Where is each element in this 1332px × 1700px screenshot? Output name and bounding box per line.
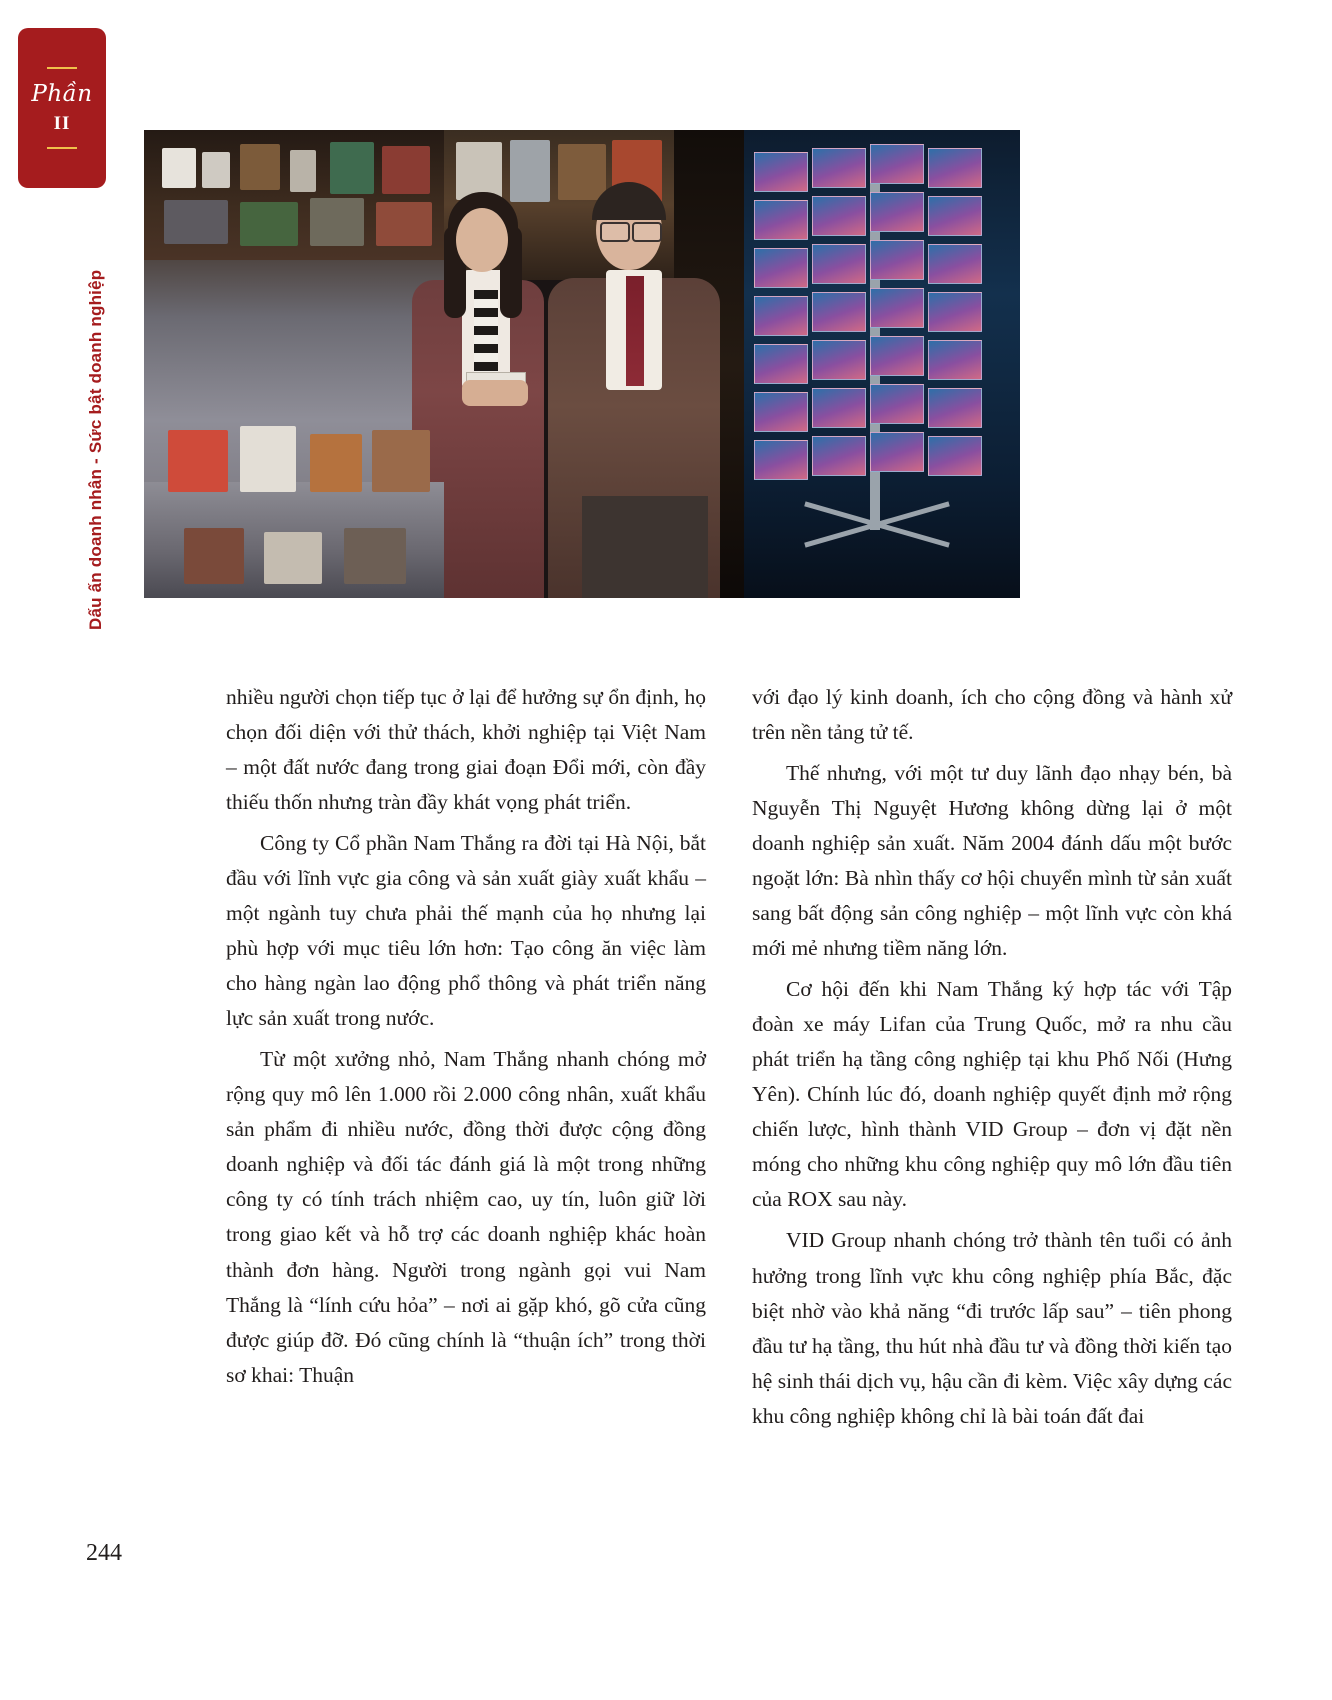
photo-person-man-glasses-right: [632, 222, 662, 242]
paragraph: Công ty Cổ phần Nam Thắng ra đời tại Hà Nội, bắt đầu với lĩnh vực gia công và sản xuất giày xuất khẩu – một ngành tuy chưa phải thế mạnh của họ nhưng lại phù hợp với mục tiêu lớn hơn: Tạo công ăn việc làm cho hàng ngàn lao động phổ thông và phát triển năng lực sản xuất trong nước.: [226, 831, 706, 1031]
photo-hanging-goods: [558, 144, 606, 200]
photo-counter-object: [372, 430, 430, 492]
tab-rule-top: [47, 67, 77, 69]
photo-person-man-glasses-left: [600, 222, 630, 242]
photo-shelf-object: [202, 152, 230, 188]
photo-postcard: [928, 292, 982, 332]
photo-shelf-object: [330, 142, 374, 194]
photo-counter-object: [168, 430, 228, 492]
photo-person-man-trousers: [582, 496, 708, 598]
photo-counter-object: [344, 528, 406, 584]
photo-counter-object: [184, 528, 244, 584]
photo-postcard: [928, 388, 982, 428]
photo-counter-object: [264, 532, 322, 584]
paragraph: nhiều người chọn tiếp tục ở lại để hưởng sự ổn định, họ chọn đối diện với thử thách, khởi nghiệp tại Việt Nam – một đất nước đang trong giai đoạn Đổi mới, còn đầy thiếu thốn nhưng tràn đầy khát vọng phát triển.: [226, 685, 706, 815]
photo-postcard: [812, 292, 866, 332]
paragraph: Thế nhưng, với một tư duy lãnh đạo nhạy bén, bà Nguyễn Thị Nguyệt Hương không dừng lại ở một doanh nghiệp sản xuất. Năm 2004 đánh dấu một bước ngoặt lớn: Bà nhìn thấy cơ hội chuyển mình từ sản xuất sang bất động sản công nghiệp – một lĩnh vực còn khá mới mẻ nhưng tiềm năng lớn.: [752, 761, 1232, 961]
photo-shelf-object: [240, 202, 298, 246]
photo-person-man-tie: [626, 276, 644, 386]
photo-postcard: [812, 196, 866, 236]
page-number: 244: [86, 1540, 122, 1566]
paragraph: Cơ hội đến khi Nam Thắng ký hợp tác với Tập đoàn xe máy Lifan của Trung Quốc, mở ra nhu cầu phát triển hạ tầng công nghiệp tại khu Phố Nối (Hưng Yên). Chính lúc đó, doanh nghiệp quyết định mở rộng chiến lược, hình thành VID Group – đơn vị đặt nền móng cho những khu công nghiệp quy mô lớn đầu tiên của ROX sau này.: [752, 977, 1232, 1212]
photo-postcard-rack: [744, 130, 1020, 598]
photo-person-woman-hands: [462, 380, 528, 406]
photo-shelf-object: [290, 150, 316, 192]
photo-person-woman-scarf: [474, 290, 498, 376]
photo-shelf-object: [310, 198, 364, 246]
photo-postcard: [928, 436, 982, 476]
photo-postcard: [754, 440, 808, 480]
photo-postcard: [928, 196, 982, 236]
photo-postcard: [870, 336, 924, 376]
photo-postcard: [870, 240, 924, 280]
running-head: Dấu ấn doanh nhân - Sức bật doanh nghiệp: [86, 269, 105, 630]
paragraph: Từ một xưởng nhỏ, Nam Thắng nhanh chóng mở rộng quy mô lên 1.000 rồi 2.000 công nhân, xuất khẩu sản phẩm đi nhiều nước, đồng thời được cộng đồng doanh nghiệp và đối tác đánh giá là một trong những công ty có tính trách nhiệm cao, uy tín, luôn giữ lời trong giao kết và hỗ trợ các doanh nghiệp khác hoàn thành đơn hàng. Người trong ngành gọi vui Nam Thắng là “lính cứu hỏa” – nơi ai gặp khó, gõ cửa cũng được giúp đỡ. Đó cũng chính là “thuận ích” trong thời sơ khai: Thuận: [226, 1047, 706, 1387]
photo-shelf-object: [382, 146, 430, 194]
photo-postcard: [870, 192, 924, 232]
photo-postcard: [754, 344, 808, 384]
part-tab-label: Phần: [31, 81, 93, 107]
photo-hanging-goods: [510, 140, 550, 202]
photo-postcard: [754, 392, 808, 432]
photo-postcard: [812, 244, 866, 284]
photo-person-woman-head: [456, 208, 508, 272]
photo-postcard: [754, 200, 808, 240]
body-column-right: [752, 680, 1232, 1434]
photo-shelf-object: [376, 202, 432, 246]
photo-postcard: [870, 144, 924, 184]
photo-postcard: [870, 288, 924, 328]
photo-postcard: [812, 388, 866, 428]
photo-counter-object: [240, 426, 296, 492]
photo-shop-interior: [144, 130, 1020, 598]
photo-postcard: [870, 432, 924, 472]
photo-postcard: [754, 152, 808, 192]
photo-postcard: [812, 436, 866, 476]
photo-postcard: [812, 340, 866, 380]
photo-postcard: [754, 248, 808, 288]
photo-shelf-object: [240, 144, 280, 190]
paragraph: với đạo lý kinh doanh, ích cho cộng đồng và hành xử trên nền tảng tử tế.: [752, 685, 1232, 745]
tab-rule-bottom: [47, 147, 77, 149]
photo-postcard: [754, 296, 808, 336]
photo-postcard: [812, 148, 866, 188]
photo-shelf-object: [162, 148, 196, 188]
photo-postcard: [928, 244, 982, 284]
part-tab-number: II: [53, 113, 71, 134]
photo-postcard: [870, 384, 924, 424]
photo-postcard: [928, 340, 982, 380]
paragraph: VID Group nhanh chóng trở thành tên tuổi có ảnh hưởng trong lĩnh vực khu công nghiệp phía Bắc, đặc biệt nhờ vào khả năng “đi trước lấp sau” – tiên phong đầu tư hạ tầng, thu hút nhà đầu tư và đồng thời kiến tạo hệ sinh thái dịch vụ, hậu cần đi kèm. Việc xây dựng các khu công nghiệp không chỉ là bài toán đất đai: [752, 1228, 1232, 1428]
body-column-left: [226, 680, 706, 1393]
photo-counter-object: [310, 434, 362, 492]
part-tab: [18, 28, 106, 188]
photo-shelf-object: [164, 200, 228, 244]
photo-postcard: [928, 148, 982, 188]
